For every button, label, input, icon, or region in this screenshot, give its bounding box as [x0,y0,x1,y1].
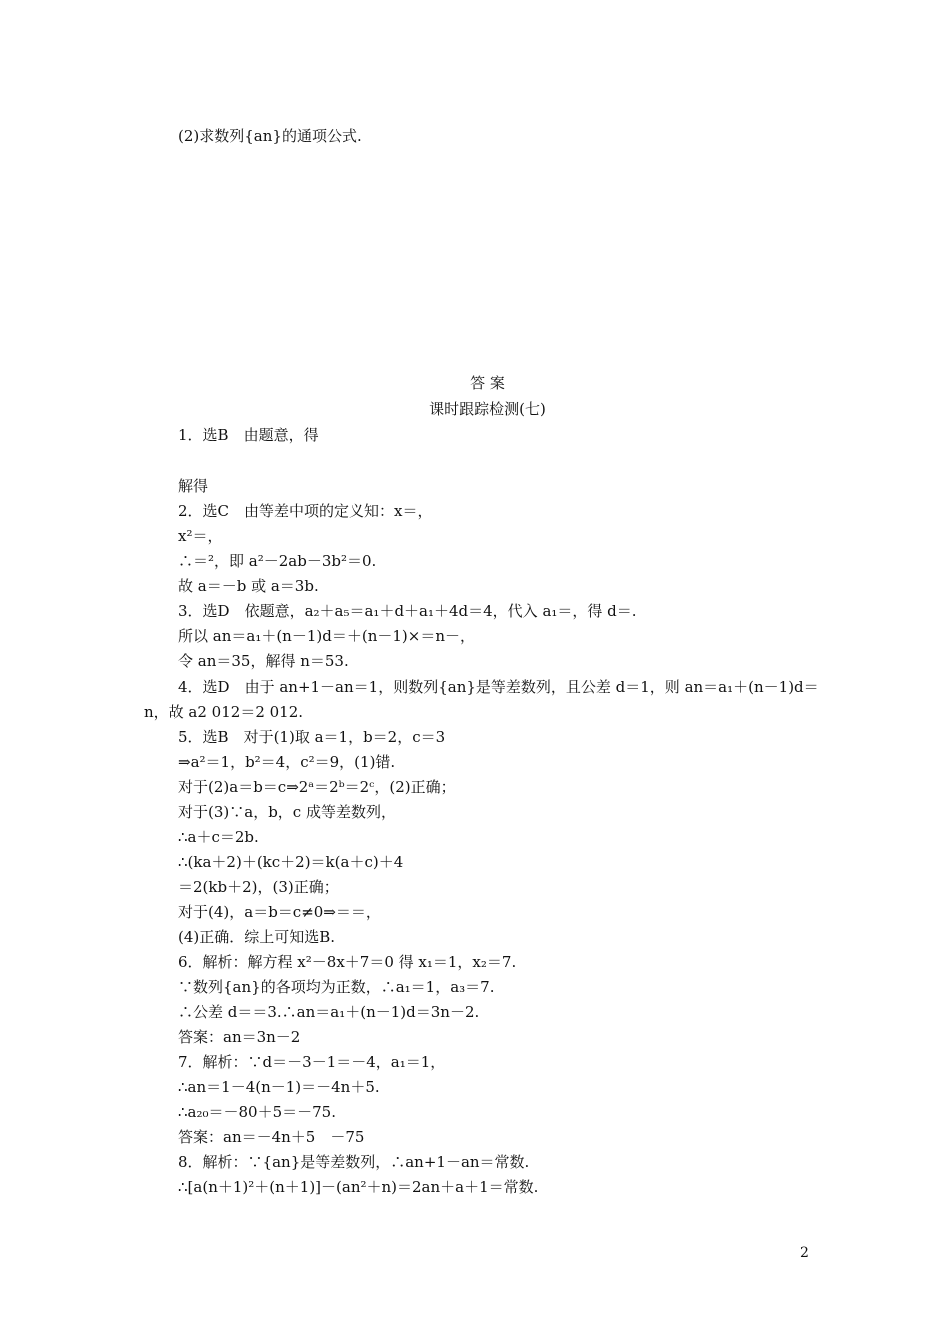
answer-line: 故 a＝－b 或 a＝3b. [178,577,319,595]
answer-line: 5．选B 对于(1)取 a＝1，b＝2，c＝3 [178,728,446,746]
answer-line: ∴公差 d＝＝3.∴an＝a₁＋(n－1)d＝3n－2. [178,1003,480,1021]
answer-line: 2．选C 由等差中项的定义知：x＝， [178,502,433,520]
answer-line: ⇒a²＝1，b²＝4，c²＝9，(1)错. [178,753,396,771]
answer-line: ∵数列{an}的各项均为正数，∴a₁＝1，a₃＝7. [178,978,495,996]
answer-line: 7．解析：∵d＝－3－1＝－4，a₁＝1， [178,1053,446,1071]
answer-line: x²＝， [178,527,223,545]
answer-line: ∴a＋c＝2b. [178,828,259,846]
answer-line: (4)正确．综上可知选B. [178,928,336,946]
section-title: 课时跟踪检测(七) [429,400,546,418]
question-line: (2)求数列{an}的通项公式. [178,127,362,145]
answer-heading: 答 案 [470,374,505,392]
answer-line: ∴a₂₀＝－80＋5＝－75. [178,1103,336,1121]
answer-line: 3．选D 依题意，a₂＋a₅＝a₁＋d＋a₁＋4d＝4，代入 a₁＝，得 d＝. [178,602,637,620]
answer-line: ∴＝²，即 a²－2ab－3b²＝0. [178,552,377,570]
answer-line: 4．选D 由于 an+1－an＝1，则数列{an}是等差数列，且公差 d＝1，则 an＝a₁＋(n－1)d＝ [178,678,819,696]
answer-line: ∴[a(n＋1)²＋(n＋1)]－(an²＋n)＝2an＋a＋1＝常数. [178,1178,539,1196]
answer-line: 答案：an＝3n－2 [178,1028,301,1046]
answer-line: ∴(ka＋2)＋(kc＋2)＝k(a＋c)＋4 [178,853,404,871]
answer-line: 所以 an＝a₁＋(n－1)d＝＋(n－1)×＝n－， [178,627,475,645]
answer-line: 1．选B 由题意，得 [178,426,319,444]
answer-line: 答案：an＝－4n＋5 －75 [178,1128,365,1146]
answer-line: ∴an＝1－4(n－1)＝－4n＋5. [178,1078,380,1096]
answer-line: ＝2(kb＋2)，(3)正确； [178,878,339,896]
answer-line: 令 an＝35，解得 n＝53. [178,652,349,670]
answer-line: 对于(3)∵a，b，c 成等差数列， [178,803,396,821]
answer-line: n，故 a2 012＝2 012. [144,703,304,721]
answer-line: 解得 [178,477,209,495]
answer-line: 8．解析：∵{an}是等差数列，∴an+1－an＝常数. [178,1153,530,1171]
answer-line: 6．解析：解方程 x²－8x＋7＝0 得 x₁＝1，x₂＝7. [178,953,517,971]
answer-line: 对于(4)，a＝b＝c≠0⇒＝＝， [178,903,381,921]
page-number: 2 [800,1245,809,1261]
answer-line: 对于(2)a＝b＝c⇒2ᵃ＝2ᵇ＝2ᶜ，(2)正确； [178,778,456,796]
